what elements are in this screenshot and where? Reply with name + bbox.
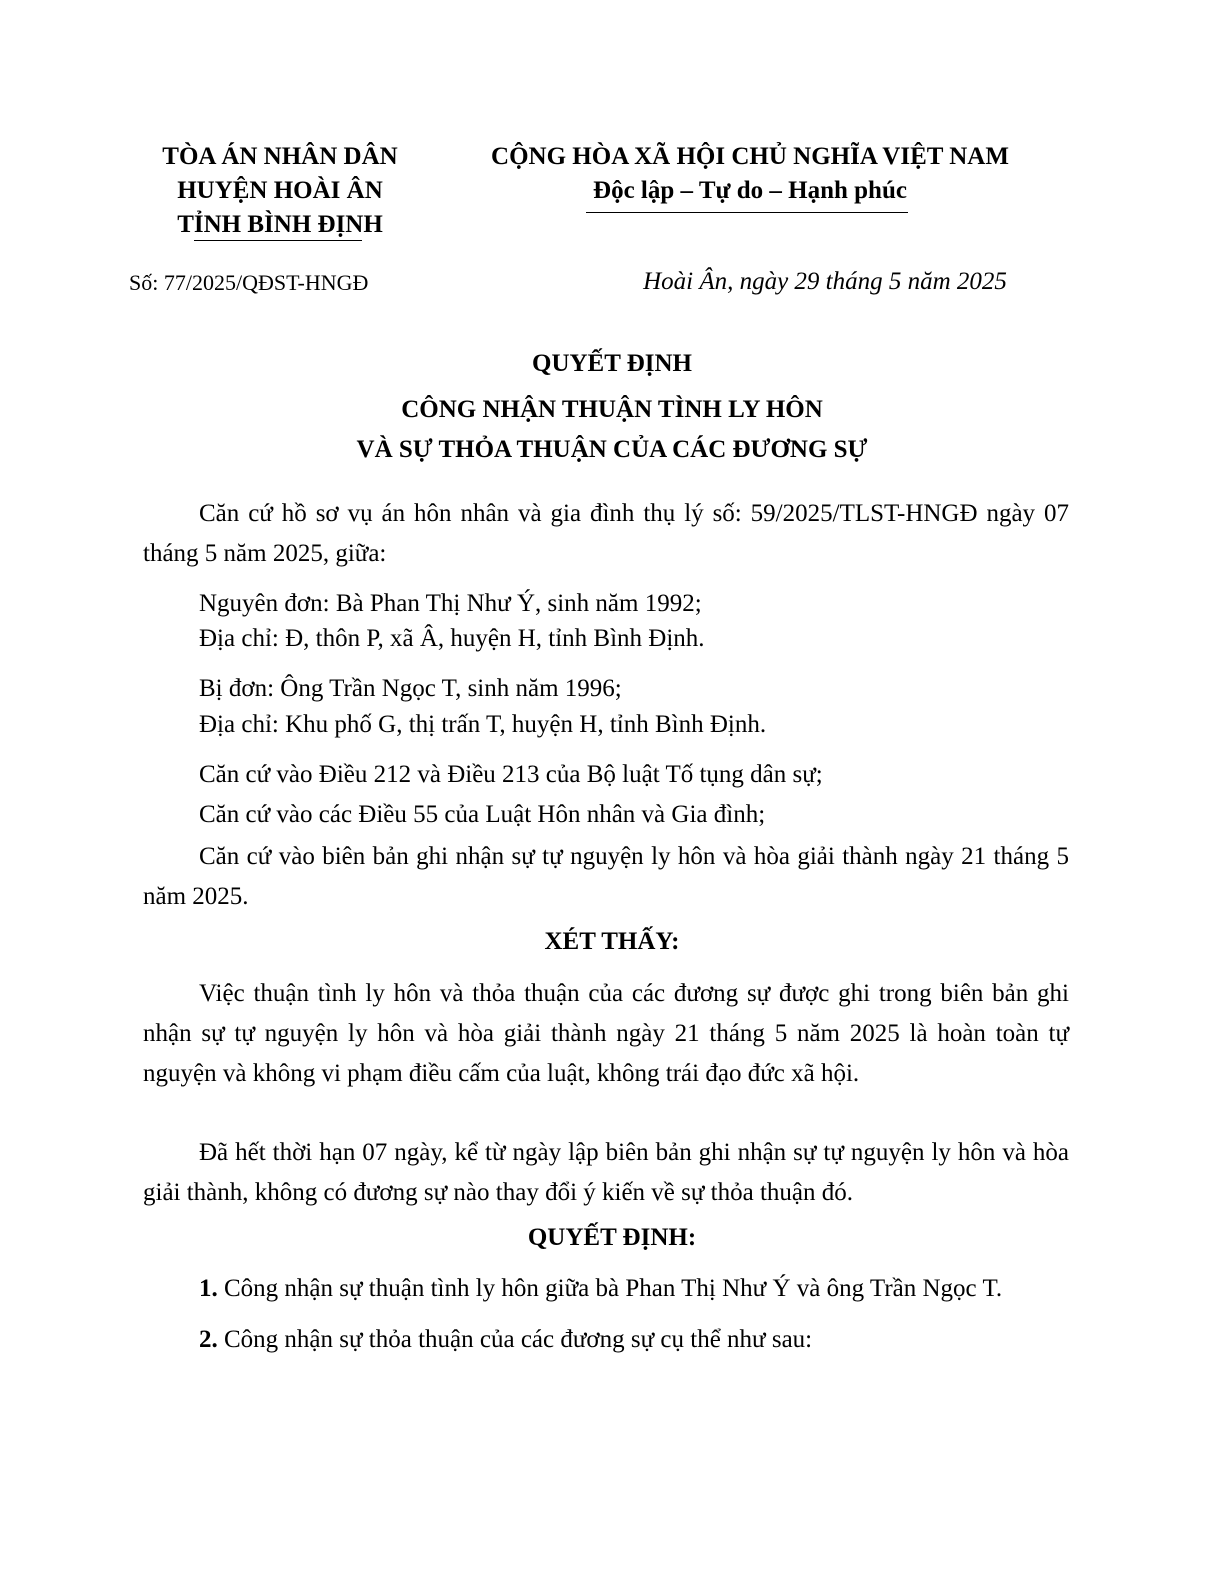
findings-heading: XÉT THẤY: (544, 928, 680, 955)
decision-heading: QUYẾT ĐỊNH: (527, 1224, 697, 1251)
plaintiff-address-line: Địa chỉ: Đ, thôn P, xã Â, huyện H, tỉnh Bình Định. (199, 625, 705, 652)
motto-underline (586, 212, 908, 213)
decision-item-1 (199, 1275, 1002, 1303)
defendant-line: Bị đơn: Ông Trần Ngọc T, sinh năm 1996; (199, 675, 622, 702)
legal-basis-2: Căn cứ vào các Điều 55 của Luật Hôn nhân và Gia đình; (199, 801, 766, 828)
document-number: Số: 77/2025/QĐST-HNGĐ (129, 270, 369, 295)
case-basis-text: Căn cứ hồ sơ vụ án hôn nhân và gia đình thụ lý số: 59/2025/TLST-HNGĐ ngày 07 tháng 5 năm 2025, giữa: (143, 500, 1069, 567)
document-subtitle-2: VÀ SỰ THỎA THUẬN CỦA CÁC ĐƯƠNG SỰ (356, 436, 868, 463)
document-subtitle-1: CÔNG NHẬN THUẬN TÌNH LY HÔN (401, 396, 823, 423)
court-name-line-3: TỈNH BÌNH ĐỊNH (177, 211, 383, 238)
national-motto: Độc lập – Tự do – Hạnh phúc (593, 177, 907, 204)
court-name-block (120, 140, 440, 242)
defendant-address-line: Địa chỉ: Khu phố G, thị trấn T, huyện H, tỉnh Bình Định. (199, 711, 767, 738)
legal-basis-3-paragraph (143, 837, 1069, 917)
case-basis-paragraph (143, 494, 1069, 574)
national-title: CỘNG HÒA XÃ HỘI CHỦ NGHĨA VIỆT NAM (491, 143, 1009, 170)
court-name-line-2: HUYỆN HOÀI ÂN (177, 177, 383, 204)
legal-basis-1: Căn cứ vào Điều 212 và Điều 213 của Bộ luật Tố tụng dân sự; (199, 761, 823, 788)
document-title: QUYẾT ĐỊNH (532, 350, 692, 377)
decision-item-2-text: Công nhận sự thỏa thuận của các đương sự cụ thể như sau: (224, 1326, 813, 1353)
decision-item-2 (199, 1326, 812, 1354)
plaintiff-line: Nguyên đơn: Bà Phan Thị Như Ý, sinh năm 1992; (199, 590, 702, 617)
court-name-line-1: TÒA ÁN NHÂN DÂN (162, 143, 398, 170)
finding-1: Việc thuận tình ly hôn và thỏa thuận của các đương sự được ghi trong biên bản ghi nhận sự tự nguyện ly hôn và hòa giải thành ngày 21 tháng 5 năm 2025 là hoàn toàn tự nguyện và không vi phạm điều cấm của luật, không trái đạo đức xã hội. (143, 980, 1069, 1087)
place-date: Hoài Ân, ngày 29 tháng 5 năm 2025 (643, 268, 1007, 295)
finding-2: Đã hết thời hạn 07 ngày, kể từ ngày lập biên bản ghi nhận sự tự nguyện ly hôn và hòa giải thành, không có đương sự nào thay đổi ý kiến về sự thỏa thuận đó. (143, 1139, 1069, 1206)
finding-2-paragraph (143, 1133, 1069, 1213)
court-name-underline (194, 240, 362, 241)
finding-1-paragraph (143, 974, 1069, 1094)
national-title-block (440, 140, 1060, 208)
decision-item-1-text: Công nhận sự thuận tình ly hôn giữa bà Phan Thị Như Ý và ông Trần Ngọc T. (224, 1275, 1003, 1302)
decision-item-2-number: 2. (199, 1326, 218, 1353)
legal-basis-3: Căn cứ vào biên bản ghi nhận sự tự nguyện ly hôn và hòa giải thành ngày 21 tháng 5 năm 2025. (143, 843, 1069, 910)
decision-item-1-number: 1. (199, 1275, 218, 1302)
